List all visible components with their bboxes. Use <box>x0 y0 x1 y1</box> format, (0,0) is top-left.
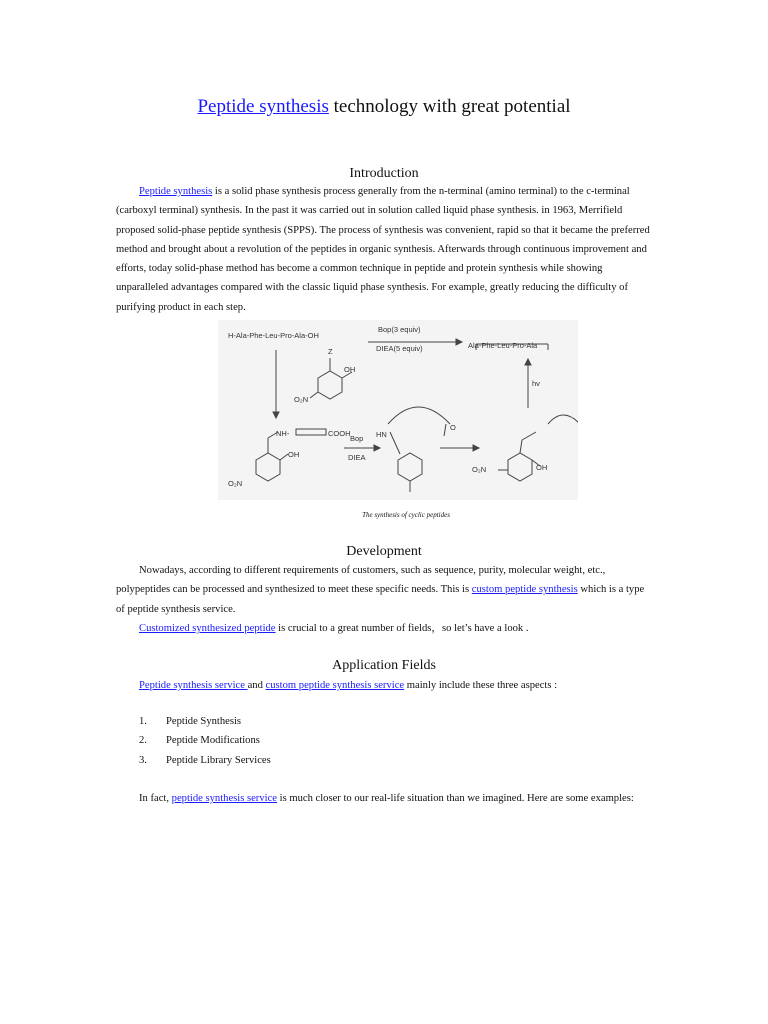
label-o: O <box>450 423 456 432</box>
label-hn: HN <box>376 430 387 439</box>
label-o2n-2: O₂N <box>228 479 243 488</box>
heading-development: Development <box>346 544 422 559</box>
list-item <box>139 712 271 731</box>
label-diea: DIEA <box>348 453 366 462</box>
applications-mid-text: and <box>247 680 266 691</box>
development-paragraph <box>116 561 652 619</box>
title-rest: technology with great potential <box>328 96 571 117</box>
label-oh-3: OH <box>536 463 548 472</box>
reaction-scheme-diagram <box>218 320 578 500</box>
development-line-2 <box>139 619 529 638</box>
label-oh-1: OH <box>344 365 356 374</box>
label-oh-2: OH <box>288 450 300 459</box>
intro-link-peptide-synthesis[interactable]: Peptide synthesis <box>139 186 213 197</box>
label-hv: hv <box>532 379 540 388</box>
label-reagent-bop: Bop(3 equiv) <box>378 325 421 334</box>
cyclic-peptide-synthesis-figure <box>218 320 578 500</box>
heading-introduction: Introduction <box>349 166 419 181</box>
label-cooh: COOH <box>328 429 351 438</box>
link-custom-peptide-synthesis[interactable]: custom peptide synthesis <box>471 584 578 596</box>
closing-paragraph <box>116 789 652 808</box>
label-reagent-diea: DIEA(5 equiv) <box>376 344 423 353</box>
list-label: Peptide Modifications <box>166 735 260 747</box>
development-text-3: is crucial to a great number of fields，so let’s have a look . <box>275 623 529 634</box>
development-text-2: which is a type of peptide synthesis service. <box>116 584 645 615</box>
link-peptide-synthesis-service-2[interactable]: peptide synthesis service <box>171 793 277 804</box>
applications-text: mainly include these three aspects : <box>404 680 558 691</box>
figure-caption: The synthesis of cyclic peptides <box>362 511 450 519</box>
list-item <box>139 751 271 770</box>
link-customized-synthesized-peptide[interactable]: Customized synthesized peptide <box>139 623 276 634</box>
label-o2n-1: O₂N <box>294 395 309 404</box>
list-number: 2. <box>139 735 147 747</box>
intro-text: is a solid phase synthesis process generally from the n-terminal (amino terminal) to the c-terminal (carboxyl terminal) synthesis. In the past it was carried out in solution called liquid phase synthesis. in 1963, Merrifield proposed solid-phase peptide synthesis (SPPS). The process of synthesis was convenient, rapid so that it became the preferred method and brought about a revolution of the peptides in organic synthesis. Afterwards through continuous improvement and efforts, today solid-phase method has become a common technique in peptide and protein synthesis while showing unparalleled advantages compared with the classic liquid phase synthesis. For example, greatly reducing the difficulty of purifying product in each step. <box>116 186 650 313</box>
list-number: 3. <box>139 754 147 766</box>
list-item <box>139 731 271 750</box>
heading-application-fields: Application Fields <box>332 658 436 673</box>
applications-intro <box>139 676 557 695</box>
application-list <box>139 712 271 770</box>
page-title <box>0 95 768 119</box>
label-nh: NH- <box>276 429 290 438</box>
list-label: Peptide Synthesis <box>166 716 242 727</box>
link-custom-peptide-synthesis-service[interactable]: custom peptide synthesis service <box>265 680 405 691</box>
list-label: Peptide Library Services <box>166 754 271 766</box>
closing-text-2: is much closer to our real-life situation than we imagined. Here are some examples: <box>276 793 634 804</box>
list-number: 1. <box>139 716 147 727</box>
label-z: Z <box>328 347 333 356</box>
intro-paragraph <box>116 182 652 317</box>
closing-text-1: In fact, <box>139 793 172 804</box>
link-peptide-synthesis-service[interactable]: Peptide synthesis service <box>139 680 248 691</box>
label-cyclic-product: Ala-Phe-Leu-Pro-Ala <box>468 341 538 350</box>
label-bop: Bop <box>350 434 364 443</box>
label-o2n-3: O₂N <box>472 465 487 474</box>
title-link-peptide-synthesis[interactable]: Peptide synthesis <box>197 96 329 117</box>
label-peptide-linear: H-Ala-Phe-Leu-Pro-Ala-OH <box>228 331 319 340</box>
development-text-1: Nowadays, according to different requirements of customers, such as sequence, purity, molecular weight, etc., polypeptides can be processed and synthesized to meet these specific needs. This is <box>116 565 606 596</box>
